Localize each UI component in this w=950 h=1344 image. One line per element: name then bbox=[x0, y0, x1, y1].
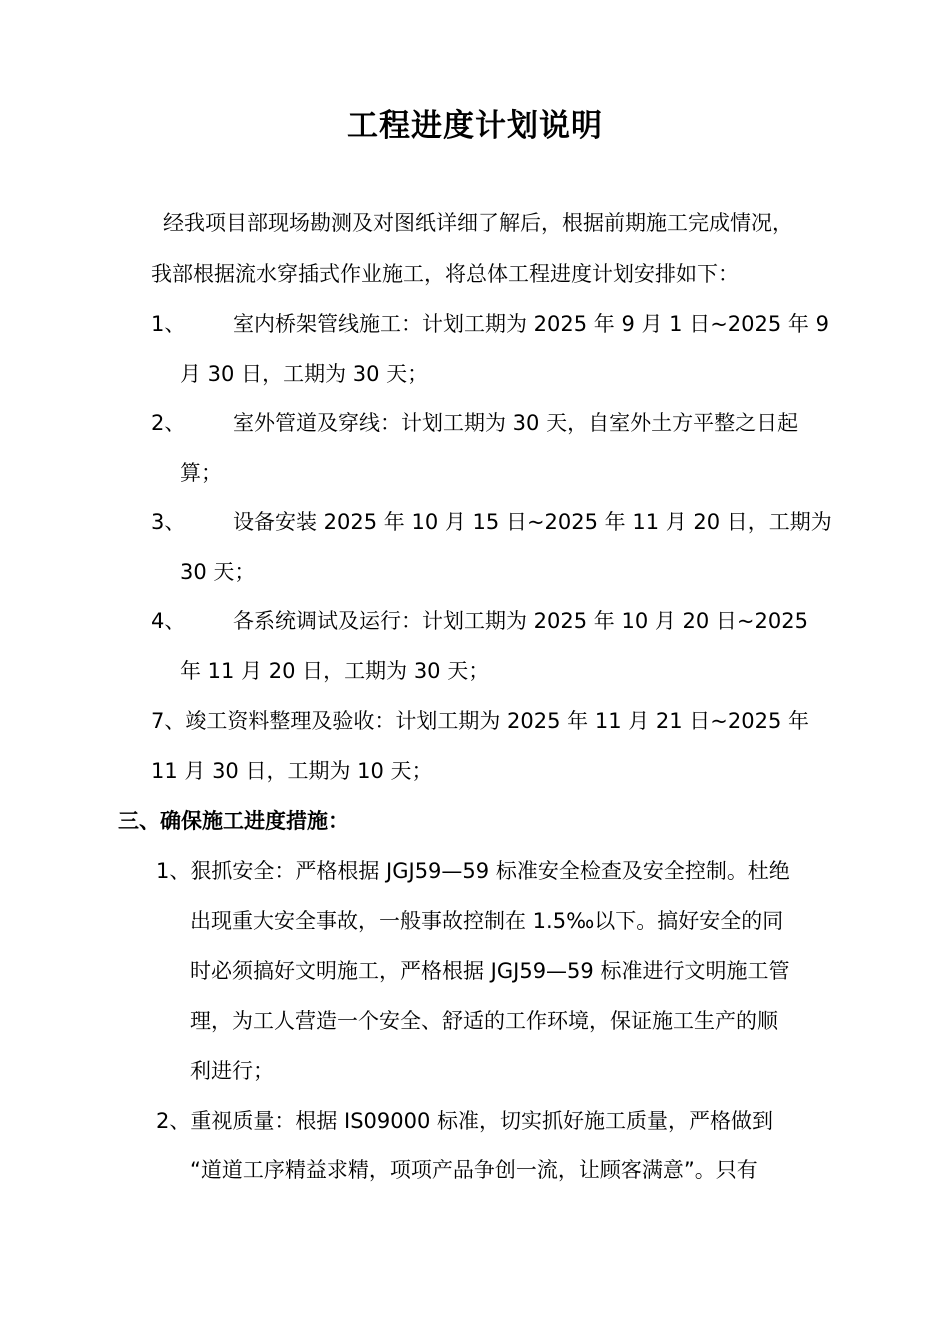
schedule-item-4-line-2: 年 11 月 20 日，工期为 30 天； bbox=[180, 659, 490, 683]
schedule-item-1-number: 1、 bbox=[151, 312, 186, 336]
measure-1-line-3: 时必须搞好文明施工，严格根据 JGJ59—59 标准进行文明施工管 bbox=[190, 959, 790, 983]
document-title: 工程进度计划说明 bbox=[347, 108, 603, 144]
measure-1-line-5: 利进行； bbox=[190, 1059, 274, 1083]
schedule-item-3-number: 3、 bbox=[151, 510, 186, 534]
schedule-item-2-line-2: 算； bbox=[180, 461, 222, 485]
measure-1-line-4: 理，为工人营造一个安全、舒适的工作环境，保证施工生产的顺 bbox=[190, 1009, 778, 1033]
measure-1-line-2: 出现重大安全事故，一般事故控制在 1.5‰以下。搞好安全的同 bbox=[190, 909, 784, 933]
schedule-item-1-line-1: 室内桥架管线施工：计划工期为 2025 年 9 月 1 日~2025 年 9 bbox=[233, 312, 829, 336]
schedule-item-1-line-2: 月 30 日，工期为 30 天； bbox=[180, 362, 429, 386]
schedule-item-3-line-2: 30 天； bbox=[180, 560, 256, 584]
measure-2-line-1: 2、重视质量：根据 IS09000 标准，切实抓好施工质量，严格做到 bbox=[156, 1109, 774, 1133]
schedule-item-2-line-1: 室外管道及穿线：计划工期为 30 天，自室外土方平整之日起 bbox=[233, 411, 799, 435]
measure-1-line-1: 1、狠抓安全：严格根据 JGJ59—59 标准安全检查及安全控制。杜绝 bbox=[156, 859, 790, 883]
schedule-item-7-line-2: 11 月 30 日，工期为 10 天； bbox=[151, 759, 433, 783]
schedule-item-4-number: 4、 bbox=[151, 609, 186, 633]
intro-line-2: 我部根据流水穿插式作业施工，将总体工程进度计划安排如下： bbox=[151, 262, 739, 286]
intro-line-1: 经我项目部现场勘测及对图纸详细了解后，根据前期施工完成情况， bbox=[163, 211, 793, 235]
section-heading: 三、确保施工进度措施： bbox=[118, 809, 349, 833]
measure-2-line-2: “道道工序精益求精，项项产品争创一流，让顾客满意”。只有 bbox=[190, 1158, 758, 1182]
schedule-item-3-line-1: 设备安装 2025 年 10 月 15 日~2025 年 11 月 20 日，工期为 bbox=[233, 510, 832, 534]
schedule-item-2-number: 2、 bbox=[151, 411, 186, 435]
schedule-item-4-line-1: 各系统调试及运行：计划工期为 2025 年 10 月 20 日~2025 bbox=[233, 609, 808, 633]
schedule-item-7-line-1: 7、竣工资料整理及验收：计划工期为 2025 年 11 月 21 日~2025 年 bbox=[151, 709, 810, 733]
